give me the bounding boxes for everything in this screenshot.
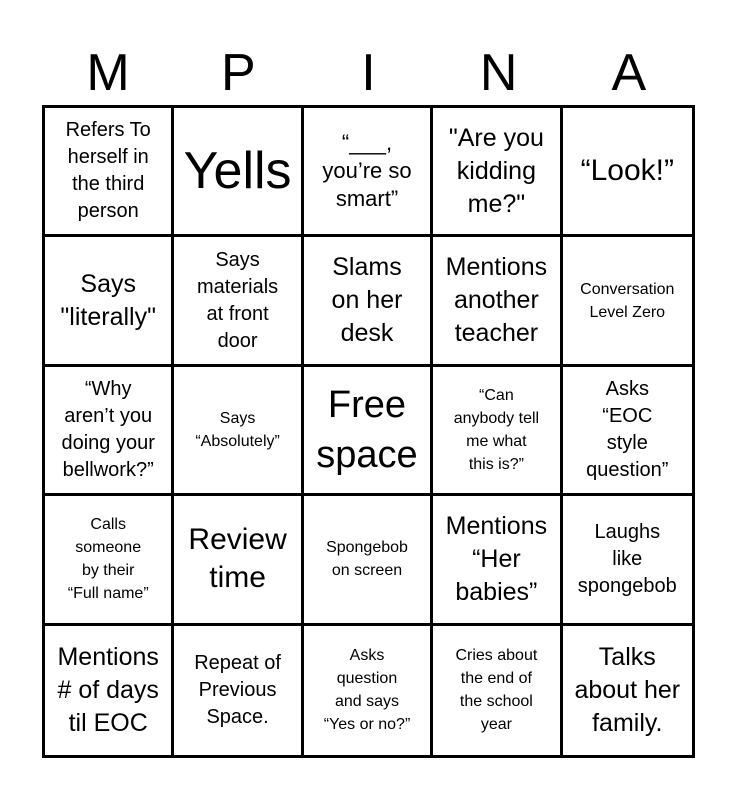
bingo-cell-r3-c3[interactable] [304,367,433,496]
cell-text: Talks about her family. [574,642,681,737]
cell-text: Calls someone by their “Full name” [67,516,149,603]
header-letter-n: N [479,44,518,102]
bingo-cell-r2-c3[interactable] [304,237,433,366]
bingo-cell-r2-c4[interactable] [433,237,562,366]
cell-text: Laughs like spongebob [577,520,677,597]
cell-text: "Are you kidding me?" [448,123,544,218]
cell-text: Says “Absolutely” [195,409,280,450]
cell-text: Conversation Level Zero [580,280,675,321]
bingo-header [43,42,694,104]
bingo-cell-r2-c5[interactable] [563,237,692,366]
cell-text: Says "literally" [60,269,156,331]
cell-text: Asks question and says “Yes or no?” [323,647,411,734]
bingo-cell-r2-c2[interactable] [174,237,303,366]
header-letter-a: A [611,44,647,102]
bingo-cell-r5-c1[interactable] [45,626,174,755]
bingo-cell-r3-c4[interactable] [433,367,562,496]
bingo-cell-r5-c3[interactable] [304,626,433,755]
header-letter-m: M [86,44,130,102]
cell-text: Says materials at front door [197,248,279,352]
bingo-cell-r4-c4[interactable] [433,496,562,625]
cell-text: Repeat of Previous Space. [194,651,281,728]
bingo-cell-r4-c5[interactable] [563,496,692,625]
cell-text: Yells [183,142,292,201]
cell-text: Cries about the end of the school year [455,647,538,734]
bingo-cell-r4-c3[interactable] [304,496,433,625]
bingo-cell-r1-c3[interactable] [304,108,433,237]
cell-text: “Why aren’t you doing your bellwork?” [61,377,155,481]
bingo-cell-r3-c2[interactable] [174,367,303,496]
bingo-cell-r3-c5[interactable] [563,367,692,496]
cell-text: Mentions # of days til EOC [57,642,159,737]
cell-text: “Look!” [580,154,674,188]
bingo-cell-r3-c1[interactable] [45,367,174,496]
cell-text: Review time [188,523,287,595]
cell-text: “Can anybody tell me what this is?” [453,386,540,473]
bingo-cell-r1-c4[interactable] [433,108,562,237]
cell-text: Mentions “Her babies” [445,511,548,606]
bingo-cell-r2-c1[interactable] [45,237,174,366]
bingo-cell-r4-c2[interactable] [174,496,303,625]
cell-text: Mentions another teacher [445,253,548,348]
cell-text: Spongebob on screen [326,539,408,580]
cell-text: Asks “EOC style question” [586,377,669,481]
bingo-cell-r4-c1[interactable] [45,496,174,625]
cell-text: Slams on her desk [331,253,403,348]
bingo-cell-r5-c5[interactable] [563,626,692,755]
header-letter-i: I [361,44,376,102]
cell-text: “___, you’re so smart” [322,130,412,212]
bingo-cell-r1-c5[interactable] [563,108,692,237]
bingo-cell-r5-c2[interactable] [174,626,303,755]
bingo-cell-r1-c1[interactable] [45,108,174,237]
bingo-board [42,105,695,758]
cell-text: Refers To herself in the third person [65,119,151,223]
cell-text: Free space [316,383,418,476]
header-letter-p: P [220,44,256,102]
bingo-cell-r5-c4[interactable] [433,626,562,755]
bingo-cell-r1-c2[interactable] [174,108,303,237]
